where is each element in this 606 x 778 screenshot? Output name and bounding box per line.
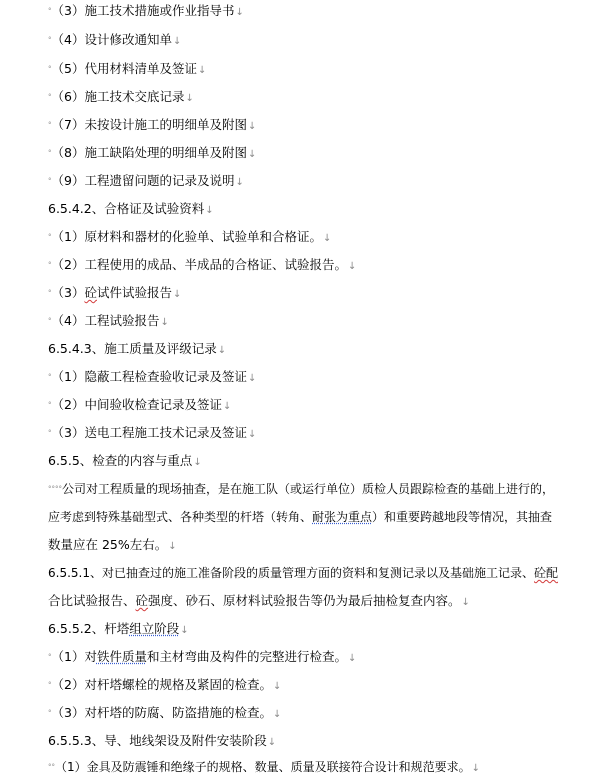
- paragraph-mark-icon: ↓: [180, 625, 189, 636]
- list-item: °（3）砼试件试验报告↓: [48, 285, 182, 300]
- section-heading: 6.5.4.3、施工质量及评级记录↓: [48, 341, 227, 356]
- list-item: °（1）原材料和器材的化验单、试验单和合格证。↓: [48, 229, 332, 244]
- list-item: °（9）工程遗留问题的记录及说明↓: [48, 173, 244, 188]
- paragraph-mark-icon: ↓: [222, 401, 232, 412]
- paragraph-line: 合比试验报告、砼强度、砂石、原材料试验报告等仍为最后抽检复查内容。↓: [48, 593, 470, 608]
- list-item: °（8）施工缺陷处理的明细单及附图↓: [48, 145, 257, 160]
- paragraph-mark-icon: ↓: [185, 93, 194, 104]
- paragraph-mark-icon: ↓: [172, 289, 182, 300]
- paragraph-mark-icon: ↓: [247, 149, 257, 160]
- list-item: °（4）工程试验报告↓: [48, 313, 169, 328]
- list-item: °（1）对铁件质量和主材弯曲及构件的完整进行检查。↓: [48, 649, 357, 664]
- paragraph-mark-icon: ↓: [347, 653, 357, 664]
- paragraph-line: °°°°公司对工程质量的现场抽查，是在施工队（或运行单位）质检人员跟踪检查的基础上进行的，: [48, 482, 555, 496]
- section-heading: 6.5.5、检查的内容与重点↓: [48, 453, 202, 468]
- list-item: °（2）工程使用的成品、半成品的合格证、试验报告。↓: [48, 257, 357, 272]
- paragraph-mark-icon: ↓: [193, 457, 202, 468]
- paragraph-mark-icon: ↓: [461, 597, 470, 608]
- paragraph-mark-icon: ↓: [272, 709, 282, 720]
- paragraph-mark-icon: ↓: [247, 429, 257, 440]
- paragraph-mark-icon: ↓: [172, 36, 182, 47]
- grammar-underline: 组立阶段: [129, 621, 180, 636]
- paragraph-mark-icon: ↓: [160, 317, 169, 328]
- paragraph-mark-icon: ↓: [471, 763, 481, 774]
- spellcheck-underline: 砼配: [534, 566, 559, 580]
- list-item: °（2）中间验收检查记录及签证↓: [48, 397, 232, 412]
- list-item: °（5）代用材料清单及签证↓: [48, 61, 207, 76]
- spellcheck-underline: 砼: [84, 285, 97, 300]
- paragraph-mark-icon: ↓: [322, 233, 332, 244]
- paragraph-mark-icon: ↓: [267, 737, 277, 748]
- spellcheck-underline: 砼: [135, 593, 149, 608]
- section-heading: 6.5.4.2、合格证及试验资料↓: [48, 201, 214, 216]
- paragraph-mark-icon: ↓: [347, 261, 357, 272]
- list-item: °（1）隐蔽工程检查验收记录及签证↓: [48, 369, 257, 384]
- paragraph-line: 数量应在 25%左右。↓: [48, 537, 177, 552]
- list-item: °（4）设计修改通知单↓: [48, 32, 182, 47]
- paragraph-line: 应考虑到特殊基础型式、各种类型的杆塔（转角、耐张为重点）和重要跨越地段等情况，其抽查: [48, 510, 553, 524]
- grammar-underline: 铁件质量: [96, 649, 147, 664]
- section-heading: 6.5.5.2、杆塔组立阶段↓: [48, 621, 189, 636]
- paragraph-mark-icon: ↓: [205, 205, 214, 216]
- paragraph-mark-icon: ↓: [235, 177, 244, 188]
- paragraph-line: 6.5.5.1、对已抽查过的施工准备阶段的质量管理方面的资料和复测记录以及基础施工记录、砼配: [48, 566, 559, 580]
- paragraph-mark-icon: ↓: [235, 7, 244, 18]
- paragraph-mark-icon: ↓: [247, 121, 257, 132]
- paragraph-mark-icon: ↓: [247, 373, 257, 384]
- grammar-underline: 耐张为重点: [312, 510, 373, 524]
- paragraph-mark-icon: ↓: [168, 541, 177, 552]
- list-item: °（3）对杆塔的防腐、防盗措施的检查。↓: [48, 705, 282, 720]
- list-item: °（7）未按设计施工的明细单及附图↓: [48, 117, 257, 132]
- list-item: °（2）对杆塔螺栓的规格及紧固的检查。↓: [48, 677, 282, 692]
- list-item: °（6）施工技术交底记录↓: [48, 89, 194, 104]
- paragraph-mark-icon: ↓: [272, 681, 282, 692]
- list-item: °（3）施工技术措施或作业指导书↓: [48, 3, 244, 18]
- list-item: °（3）送电工程施工技术记录及签证↓: [48, 425, 257, 440]
- list-item: °°（1）金具及防震锤和绝缘子的规格、数量、质量及联接符合设计和规范要求。↓: [48, 760, 481, 774]
- paragraph-mark-icon: ↓: [217, 345, 227, 356]
- section-heading: 6.5.5.3、导、地线架设及附件安装阶段↓: [48, 733, 277, 748]
- paragraph-mark-icon: ↓: [197, 65, 207, 76]
